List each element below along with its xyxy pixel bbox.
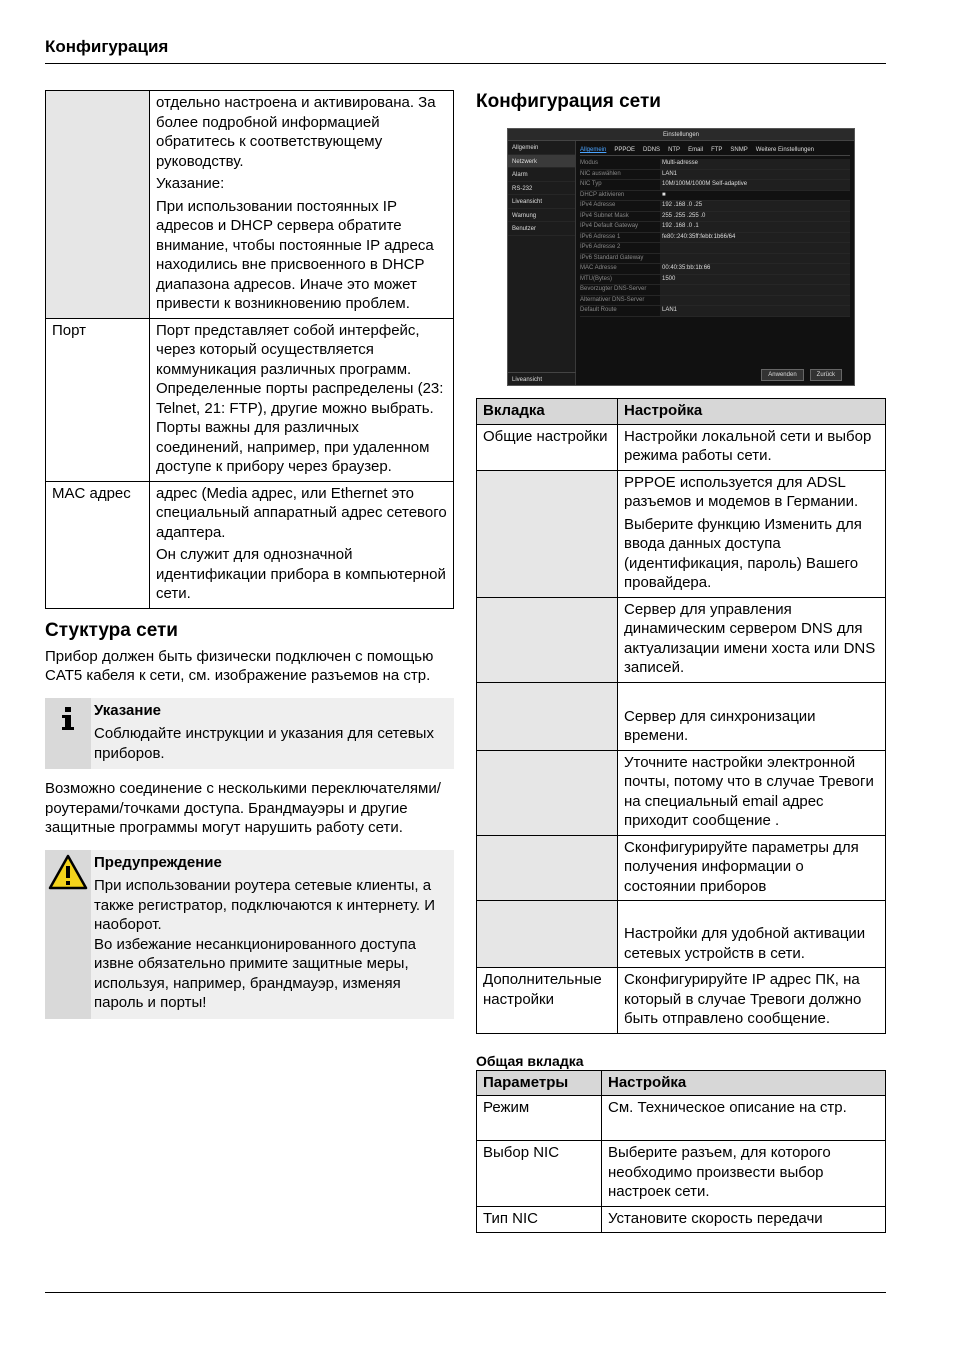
setting-row xyxy=(580,180,850,191)
body-text: Возможно соединение с несколькими переключателями/роутерами/точками доступа. Брандмауэры и другие защитные программы могут нарушить работу сети. xyxy=(45,780,441,836)
setting-label: NIC Typ xyxy=(580,181,602,187)
setting-label: Default Route xyxy=(580,307,617,313)
setting-label: IPv4 Subnet Mask xyxy=(580,212,629,219)
sidebar-item: Benutzer xyxy=(508,222,575,236)
setting-value: 192 .168 .0 .1 xyxy=(660,222,850,232)
setting-value: 255 .255 .255 .0 xyxy=(660,212,850,222)
paragraph: Сервер для синхронизации времени. xyxy=(624,707,816,744)
note-text: Соблюдайте инструкции и указания для сетевых приборов. xyxy=(94,725,434,762)
param-cell: Выбор NIC xyxy=(477,1141,602,1207)
setting-cell xyxy=(618,835,886,901)
sidebar-item: Warnung xyxy=(508,209,575,223)
setting-value: fe80::240:35ff:febb:1b66/64 xyxy=(660,233,850,243)
setting-value: Multi-adresse xyxy=(660,159,850,169)
setting-row xyxy=(580,233,850,244)
screenshot-sidebar xyxy=(508,141,576,385)
column-header: Настройка xyxy=(618,399,886,425)
setting-label: IPv6 Standard Gateway xyxy=(580,254,644,261)
table-row xyxy=(477,750,886,835)
row-label: Порт xyxy=(46,318,150,481)
tab-cell: Дополнительные настройки xyxy=(477,968,618,1034)
paragraph: PPPOE используется для ADSL разъемов и модемов в Германии. xyxy=(624,473,859,510)
setting-cell: Выберите разъем, для которого необходимо произвести выбор настроек сети. xyxy=(602,1141,886,1207)
footer-rule xyxy=(45,1292,886,1293)
paragraph: Порт представляет собой интерфейс, через который осуществляется коммуникация различных программ. Определенные порты распределены (23: Telnet, 21: FTP), другие можно выбрать. Порты важны для различных соединений, например, при удаленном доступе к прибору через браузер. xyxy=(156,321,444,475)
setting-row xyxy=(580,201,850,212)
table-caption: Общая вкладка xyxy=(476,1052,584,1069)
setting-row xyxy=(580,159,850,170)
setting-cell xyxy=(618,682,886,750)
setting-cell: См. Техническое описание на стр. xyxy=(602,1096,886,1141)
sidebar-item: Liveansicht xyxy=(508,195,575,209)
paragraph: Настройки для удобной активации сетевых устройств в сети. xyxy=(624,925,866,962)
setting-row xyxy=(580,254,850,265)
paragraph: Сконфигурируйте параметры для получения информации о состоянии приборов xyxy=(624,838,859,895)
setting-cell xyxy=(618,424,886,470)
setting-cell: Установите скорость передачи xyxy=(602,1206,886,1233)
screenshot-title: Einstellungen xyxy=(508,129,854,141)
section-title: Конфигурация сети xyxy=(476,91,661,112)
paragraph: Уточните настройки электронной почты, потому что в случае Тревоги на специальный email адрес приходит сообщение . xyxy=(624,753,874,829)
setting-cell xyxy=(618,901,886,968)
setting-cell xyxy=(618,968,886,1034)
column-header: Вкладка xyxy=(477,399,618,425)
column-header: Параметры xyxy=(477,1070,602,1096)
row-description xyxy=(150,318,454,481)
column-header: Настройка xyxy=(602,1070,886,1096)
back-button: Zurück xyxy=(810,369,842,381)
setting-cell xyxy=(618,750,886,835)
param-cell: Тип NIC xyxy=(477,1206,602,1233)
setting-value: 10M/100M/1000M Self-adaptive xyxy=(660,180,850,190)
tab: PPPOE xyxy=(614,147,636,153)
table-row xyxy=(477,901,886,968)
tab: SNMP xyxy=(730,147,748,153)
setting-value: 1500 xyxy=(660,275,850,285)
body-text: Прибор должен быть физически подключен с помощью CAT5 кабеля к сети, см. изображение разъемов на стр. xyxy=(45,647,434,684)
table-row xyxy=(477,968,886,1034)
paragraph: Сервер для управления динамическим сервером DNS для актуализации имени хоста или DNS записей. xyxy=(624,600,876,676)
setting-label: IPv6 Adresse 1 xyxy=(580,233,621,240)
table-row xyxy=(477,470,886,597)
sidebar-item: RS-232 xyxy=(508,182,575,196)
setting-row xyxy=(580,243,850,254)
row-description xyxy=(150,481,454,608)
tab: DDNS xyxy=(643,147,661,153)
setting-label: IPv4 Adresse xyxy=(580,202,616,208)
setting-label: MTU(Bytes) xyxy=(580,275,612,282)
setting-row xyxy=(580,191,850,202)
setting-label: Modus xyxy=(580,160,599,166)
paragraph: Настройки локальной сети и выбор режима работы сети. xyxy=(624,427,872,464)
table-row xyxy=(46,91,454,319)
warning-text: При использовании роутера сетевые клиенты, а также регистратор, подключаются к интернету. И наоборот. xyxy=(94,877,436,933)
paragraph: Он служит для однозначной идентификации прибора в компьютерной сети. xyxy=(156,546,446,602)
setting-cell xyxy=(618,597,886,682)
tab-cell xyxy=(477,835,618,901)
left-column xyxy=(45,90,454,1019)
page-header xyxy=(45,36,886,64)
row-label: MAC адрес xyxy=(46,481,150,608)
warning-box xyxy=(45,850,454,1019)
setting-value: 00:40:35:bb:1b:66 xyxy=(660,264,850,274)
right-column xyxy=(476,90,886,1233)
setting-value xyxy=(660,254,850,264)
warning-text: Во избежание несанкционированного доступа извне обязательно примите защитные меры, используя, например, брандмауэр, изменяя пароль и порты! xyxy=(94,935,417,1011)
setting-value: LAN1 xyxy=(660,170,850,180)
apply-button: Anwenden xyxy=(761,369,803,381)
definitions-table xyxy=(45,90,454,609)
setting-row xyxy=(580,212,850,223)
row-label xyxy=(46,91,150,319)
table-header-row xyxy=(477,399,886,425)
setting-value xyxy=(660,243,850,253)
sidebar-item: Liveansicht xyxy=(508,372,576,386)
table-row xyxy=(46,481,454,608)
table-row xyxy=(477,1096,886,1141)
paragraph: Выберите функцию Изменить для ввода данных доступа (идентификация, пароль) Вашего провайдера. xyxy=(624,515,862,591)
setting-label: IPv4 Default Gateway xyxy=(580,223,639,229)
table-row xyxy=(477,682,886,750)
table-row xyxy=(477,424,886,470)
sidebar-item: Allgemein xyxy=(508,141,575,155)
tab: Allgemein xyxy=(580,147,607,153)
tab: NTP xyxy=(668,147,681,153)
table-row xyxy=(477,1206,886,1233)
settings-screenshot xyxy=(507,128,855,386)
row-description xyxy=(150,91,454,319)
tab-cell xyxy=(477,901,618,968)
table-header-row xyxy=(477,1070,886,1096)
setting-label: IPv6 Adresse 2 xyxy=(580,244,621,250)
setting-row xyxy=(580,170,850,181)
setting-row xyxy=(580,264,850,275)
setting-label: MAC Adresse xyxy=(580,265,617,271)
setting-row xyxy=(580,222,850,233)
setting-row xyxy=(580,285,850,296)
tab-cell xyxy=(477,682,618,750)
table-row xyxy=(477,1141,886,1207)
checkbox: ■ xyxy=(662,191,666,198)
page-title: Конфигурация xyxy=(45,37,169,56)
table-row xyxy=(477,597,886,682)
screenshot-buttons xyxy=(761,369,842,381)
tab: Weitere Einstellungen xyxy=(755,147,815,153)
setting-row xyxy=(580,296,850,307)
paragraph: адрес (Media адрес, или Ethernet это специальный аппаратный адрес сетевого адаптера. xyxy=(156,484,447,541)
screenshot-rows xyxy=(580,159,850,317)
setting-value xyxy=(660,296,850,306)
tab: Email xyxy=(688,147,704,153)
warning-title: Предупреждение xyxy=(94,853,222,871)
section-title: Стуктура сети xyxy=(45,619,178,641)
table-row xyxy=(46,318,454,481)
tab-cell xyxy=(477,597,618,682)
setting-label: NIC auswählen xyxy=(580,170,621,177)
setting-row xyxy=(580,275,850,286)
setting-label: Alternativer DNS-Server xyxy=(580,296,645,303)
tabs-table xyxy=(476,398,886,1034)
table-row xyxy=(477,835,886,901)
setting-label: Bevorzugter DNS-Server xyxy=(580,286,647,292)
setting-label: DHCP aktivieren xyxy=(580,191,625,198)
general-tab-table xyxy=(476,1070,886,1234)
tab-cell xyxy=(477,750,618,835)
setting-cell xyxy=(618,470,886,597)
sidebar-item: Alarm xyxy=(508,168,575,182)
sidebar-item: Netzwerk xyxy=(508,155,575,169)
setting-value: 192 .168 .0 .25 xyxy=(660,201,850,211)
info-icon xyxy=(45,698,91,770)
param-cell: Режим xyxy=(477,1096,602,1141)
paragraph: При использовании постоянных IP адресов и DHCP сервера обратите внимание, чтобы постоянные IP адреса находились вне присвоенного в DHCP диапазона адресов. Иначе это может привести к возникновению проблем. xyxy=(156,197,434,312)
note-title: Указание xyxy=(94,701,162,719)
setting-value xyxy=(660,285,850,295)
screenshot-tabs xyxy=(580,146,850,156)
setting-row xyxy=(580,306,850,317)
setting-value: LAN1 xyxy=(660,306,850,316)
paragraph: Указание: xyxy=(156,175,225,192)
note-box xyxy=(45,698,454,770)
paragraph: отдельно настроена и активирована. За более подробной информацией обратитесь к соответствующему руководству. xyxy=(156,94,436,170)
paragraph: Сконфигурируйте IP адрес ПК, на который в случае Тревоги должно быть отправлено сообщение. xyxy=(624,971,862,1027)
tab: FTP xyxy=(711,147,723,153)
warning-icon xyxy=(45,850,91,1019)
tab-cell: Общие настройки xyxy=(477,424,618,470)
tab-cell xyxy=(477,470,618,597)
